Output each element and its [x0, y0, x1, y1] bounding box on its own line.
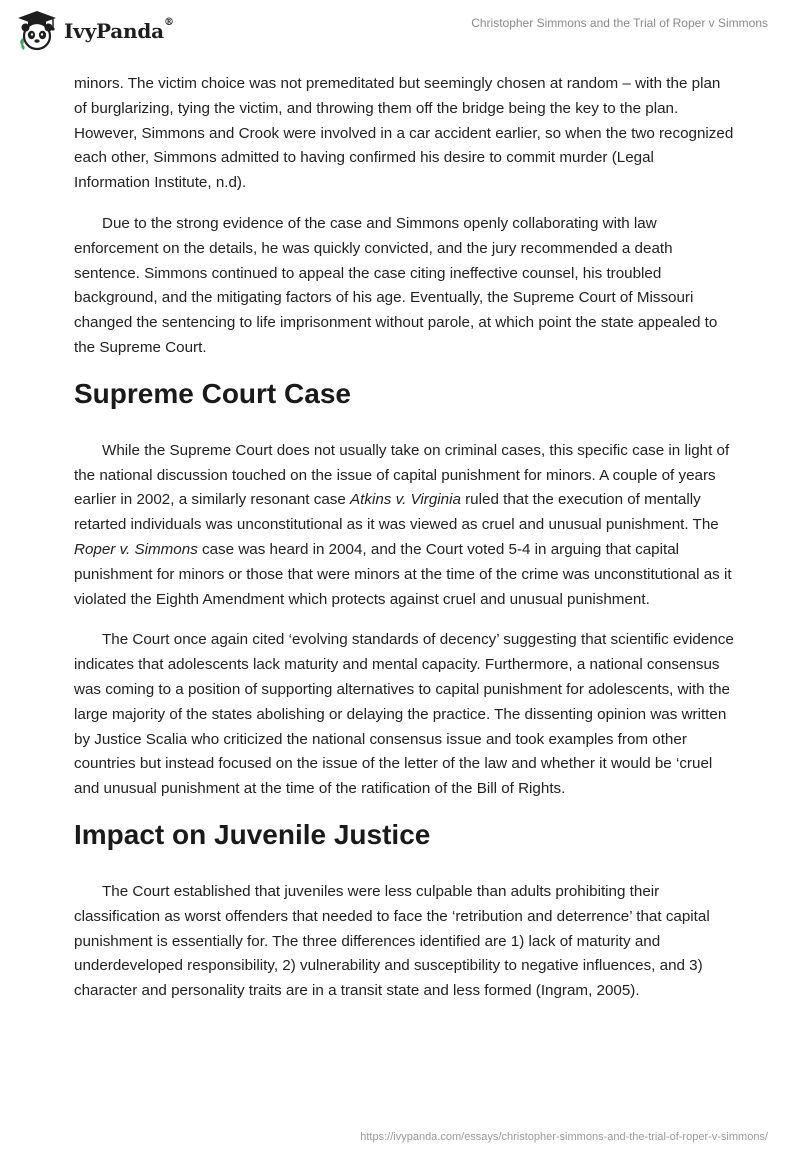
logo-wordmark: IvyPanda® — [64, 17, 174, 43]
paragraph-evolving-standards: The Court once again cited ‘evolving standards of decency’ suggesting that scientific evidence indicates that adolescents lack maturity and mental capacity. Furthermore, a national consensus was coming to a position of supporting alternatives to capital punishment for adolescents, with the large majority of the states abolishing or delaying the practice. The dissenting opinion was written by Justice Scalia who criticized the national consensus issue and took examples from other countries but instead focused on the issue of the letter of the law and whether it would be ‘cruel and unusual punishment at the time of the ratification of the Bill of Rights. — [74, 631, 734, 798]
case-name-roper: Roper v. Simmons — [74, 540, 198, 558]
document-title: Christopher Simmons and the Trial of Roper v Simmons — [471, 16, 768, 30]
heading-impact-juvenile-justice: Impact on Juvenile Justice — [74, 818, 431, 850]
paragraph-conviction: Due to the strong evidence of the case and Simmons openly collaborating with law enforcement on the details, he was quickly convicted, and the jury recommended a death sentence. Simmons continued to appeal the case citing ineffective counsel, his troubled background, and the mitigating factors of his age. Eventually, the Supreme Court of Missouri changed the sentencing to life imprisonment without parole, at which point the state appealed to the Supreme Court. — [74, 214, 718, 356]
paragraph-continuation: minors. The victim choice was not premeditated but seemingly chosen at random – with the plan of burglarizing, tying the victim, and throwing them off the bridge being the key to the plan. However, Simmons and Crook were involved in a car accident earlier, so when the two recognized each other, Simmons admitted to having confirmed his desire to commit murder (Legal Information Institute, n.d). — [74, 75, 734, 192]
paragraph-impact: The Court established that juveniles were less culpable than adults prohibiting their classification as worst offenders that needed to face the ‘retribution and deterrence’ that capital punishment is essentially for. The three differences identified are 1) lack of maturity and underdeveloped responsibility, 2) vulnerability and susceptibility to negative influences, and 3) character and personality traits are in a transit state and less formed (Ingram, 2005). — [74, 882, 710, 1000]
case-name-atkins: Atkins v. Virginia — [350, 491, 461, 509]
heading-supreme-court-case: Supreme Court Case — [74, 377, 351, 409]
ivypanda-logo[interactable] — [14, 8, 174, 54]
panda-graduate-icon — [14, 8, 60, 54]
paragraph-supreme-court: While the Supreme Court does not usually take on criminal cases, this specific case in light of the national discussion touched on the issue of capital punishment for minors. A couple of years earlier in 2002, a similarly resonant case Atkins v. Virginia ruled that the execution of mentally retarted individuals was unconstitutional as it was viewed as cruel and unusual punishment. The Roper v. Simmons case was heard in 2004, and the Court voted 5-4 in arguing that capital punishment for minors or those that were minors at the time of the crime was unconstitutional as it violated the Eighth Amendment which protects against cruel and unusual punishment. — [74, 441, 732, 608]
page-header — [0, 0, 800, 64]
source-url-link[interactable]: https://ivypanda.com/essays/christopher-simmons-and-the-trial-of-roper-v-simmons/ — [360, 1131, 768, 1143]
essay-body — [74, 72, 734, 1020]
